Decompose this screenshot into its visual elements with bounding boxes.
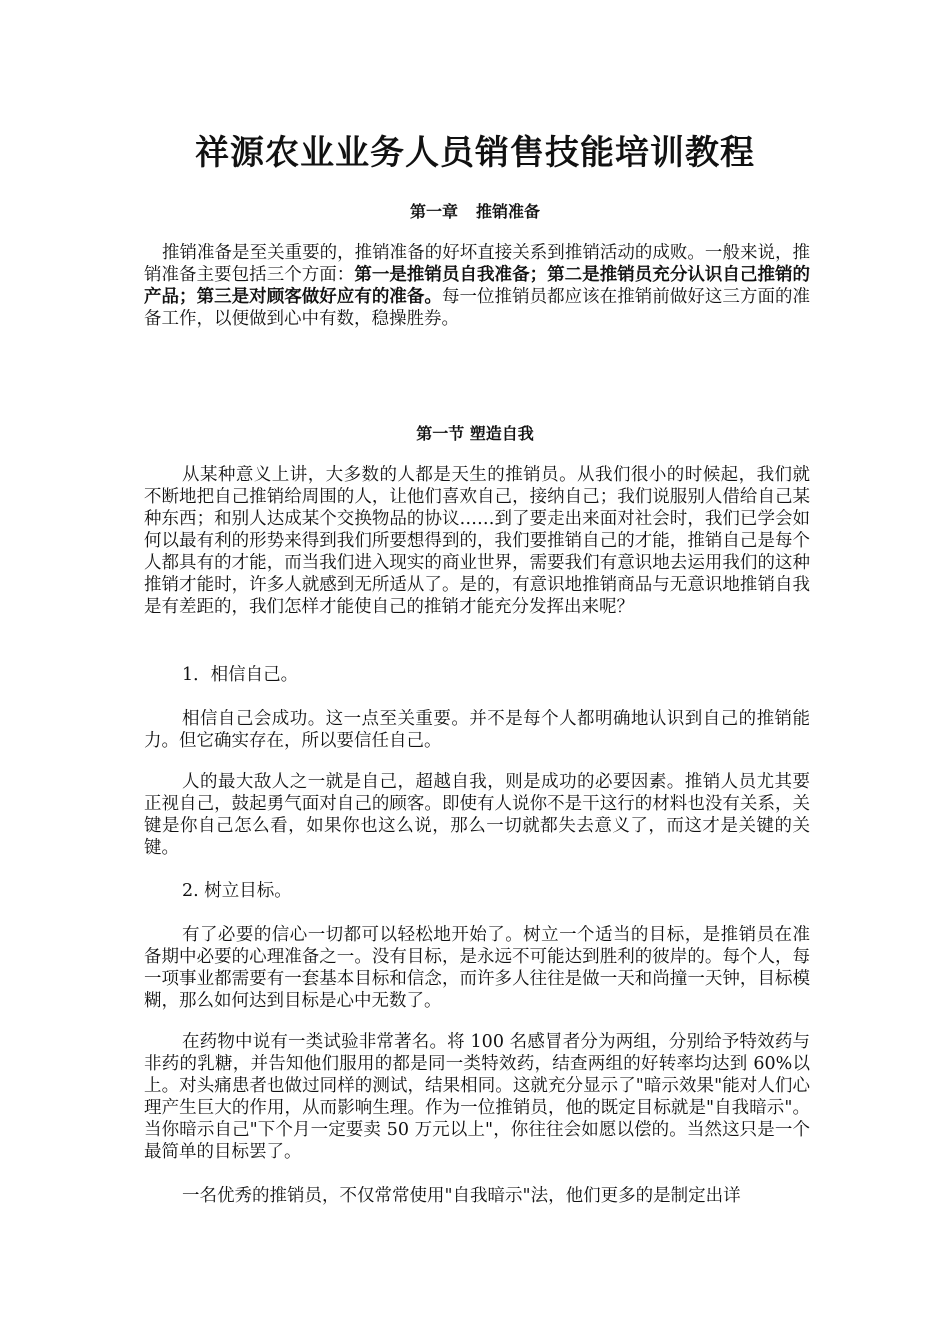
chapter-heading	[0, 200, 950, 224]
intro-lead: 推销准备是至关重要的，推销准备的好坏直接关系到推销活动的成败。一般来说，推销准备主要包括三个方面：	[144, 243, 810, 285]
list-item-1: 1．相信自己。	[182, 665, 299, 685]
section-title: 第一节 塑造自我	[416, 424, 534, 443]
intro-bold-points: 第一是推销员自我准备；第二是推销员充分认识自己推销的产品；第三是对顾客做好应有的准备。	[144, 265, 811, 307]
paragraph-5: 在药物中说有一类试验非常著名。将 100 名感冒者分为两组，分别给予特效药与非药的乳糖，并告知他们服用的都是同一类特效药，结查两组的好转率均达到 60%以上。对头痛患者也做过同样的测试，结果相同。这就充分显示了"暗示效果"能对人们心理产生巨大的作用，从而影响生理。作为一位推销员，他的既定目标就是"自我暗示"。当你暗示自己"下个月一定要卖 50 万元以上"，你往往会如愿以偿的。当然这只是一个最简单的目标罢了。	[144, 1032, 810, 1162]
paragraph-2: 相信自己会成功。这一点至关重要。并不是每个人都明确地认识到自己的推销能力。但它确实存在，所以要信任自己。	[144, 709, 810, 751]
chapter-number: 第一章	[409, 202, 458, 221]
document-title: 祥源农业业务人员销售技能培训教程	[195, 133, 755, 173]
chapter-name: 推销准备	[476, 202, 541, 221]
paragraph-3: 人的最大敌人之一就是自己，超越自我，则是成功的必要因素。推销人员尤其要正视自己，鼓起勇气面对自己的顾客。即使有人说你不是干这行的材料也没有关系，关键是你自己怎么看，如果你也这么说，那么一切就都失去意义了，而这才是关键的关键。	[144, 772, 810, 858]
paragraph-4: 有了必要的信心一切都可以轻松地开始了。树立一个适当的目标，是推销员在准备期中必要的心理准备之一。没有目标，是永远不可能达到胜利的彼岸的。每个人，每一项事业都需要有一套基本目标和信念，而许多人往往是做一天和尚撞一天钟，目标模糊，那么如何达到目标是心中无数了。	[144, 925, 810, 1011]
paragraph-6: 一名优秀的推销员，不仅常常使用"自我暗示"法，他们更多的是制定出详	[182, 1186, 741, 1206]
list-item-2: 2. 树立目标。	[182, 881, 292, 901]
intro-paragraph	[144, 242, 810, 330]
intro-tail: 每一位推销员都应该在推销前做好这三方面的准备工作，以便做到心中有数，稳操胜券。	[144, 287, 811, 329]
paragraph-1: 从某种意义上讲，大多数的人都是天生的推销员。从我们很小的时候起，我们就不断地把自己推销给周围的人，让他们喜欢自己，接纳自己；我们说服别人借给自己某种东西；和别人达成某个交换物品的协议……到了要走出来面对社会时，我们已学会如何以最有利的形势来得到我们所要想得到的，我们要推销自己的才能，推销自己是每个人都具有的才能，而当我们进入现实的商业世界，需要我们有意识地去运用我们的这种推销才能时，许多人就感到无所适从了。是的，有意识地推销商品与无意识地推销自我是有差距的，我们怎样才能使自己的推销才能充分发挥出来呢？	[144, 465, 810, 617]
